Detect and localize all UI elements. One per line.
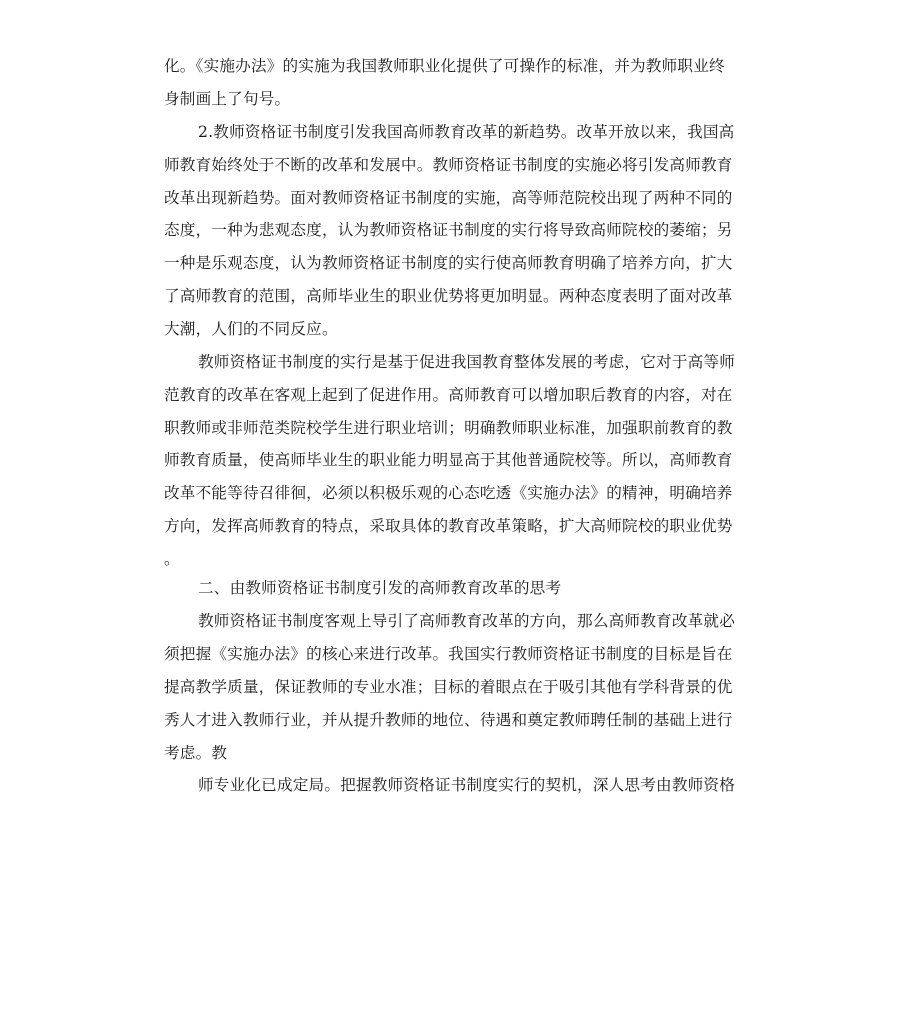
text-line: 改革不能等待召徘徊，必须以积极乐观的心态吃透《实施办法》的精神，明确培养 xyxy=(164,484,733,502)
text-line: 提高教学质量，保证教师的专业水准；目标的着眼点在于吸引其他有学科背景的优 xyxy=(164,678,733,696)
text-line: 师专业化已成定局。把握教师资格证书制度实行的契机，深人思考由教师资格 xyxy=(198,776,735,794)
text-line: 态度，一种为悲观态度，认为教师资格证书制度的实行将导致高师院校的萎缩；另 xyxy=(164,221,733,239)
text-line: 大潮，人们的不同反应。 xyxy=(164,320,338,338)
text-line: 范教育的改革在客观上起到了促进作用。高师教育可以增加职后教育的内容，对在 xyxy=(164,386,733,404)
text-line: 须把握《实施办法》的核心来进行改革。我国实行教师资格证书制度的目标是旨在 xyxy=(164,645,733,663)
text-line: 了高师教育的范围，高师毕业生的职业优势将更加明显。两种态度表明了面对改革 xyxy=(164,287,733,305)
text-line: 师教育始终处于不断的改革和发展中。教师资格证书制度的实施必将引发高师教育 xyxy=(164,156,733,174)
text-line: 教师资格证书制度客观上导引了高师教育改革的方向，那么高师教育改革就必 xyxy=(198,612,735,630)
text-line: 2.教师资格证书制度引发我国高师教育改革的新趋势。改革开放以来，我国高 xyxy=(198,123,735,141)
text-line: 师教育质量，使高师毕业生的职业能力明显高于其他普通院校等。所以，高师教育 xyxy=(164,451,733,469)
text-line: 考虑。教 xyxy=(164,744,228,762)
text-line: 方向，发挥高师教育的特点，采取具体的教育改革策略，扩大高师院校的职业优势 xyxy=(164,517,733,535)
text-line: 秀人才进入教师行业，并从提升教师的地位、待遇和奠定教师聘任制的基础上进行 xyxy=(164,711,733,729)
text-line: 职教师或非师范类院校学生进行职业培训；明确教师职业标准，加强职前教育的教 xyxy=(164,419,733,437)
text-line: 一种是乐观态度，认为教师资格证书制度的实行使高师教育明确了培养方向，扩大 xyxy=(164,254,733,272)
text-line: 改革出现新趋势。面对教师资格证书制度的实施，高等师范院校出现了两种不同的 xyxy=(164,189,733,207)
text-line: 。 xyxy=(164,550,180,568)
text-line: 身制画上了句号。 xyxy=(164,90,291,108)
text-line: 化。《实施办法》的实施为我国教师职业化提供了可操作的标准，并为教师职业终 xyxy=(164,57,725,75)
text-line: 教师资格证书制度的实行是基于促进我国教育整体发展的考虑，它对于高等师 xyxy=(198,353,735,371)
section-heading: 二、由教师资格证书制度引发的高师教育改革的思考 xyxy=(198,579,562,597)
